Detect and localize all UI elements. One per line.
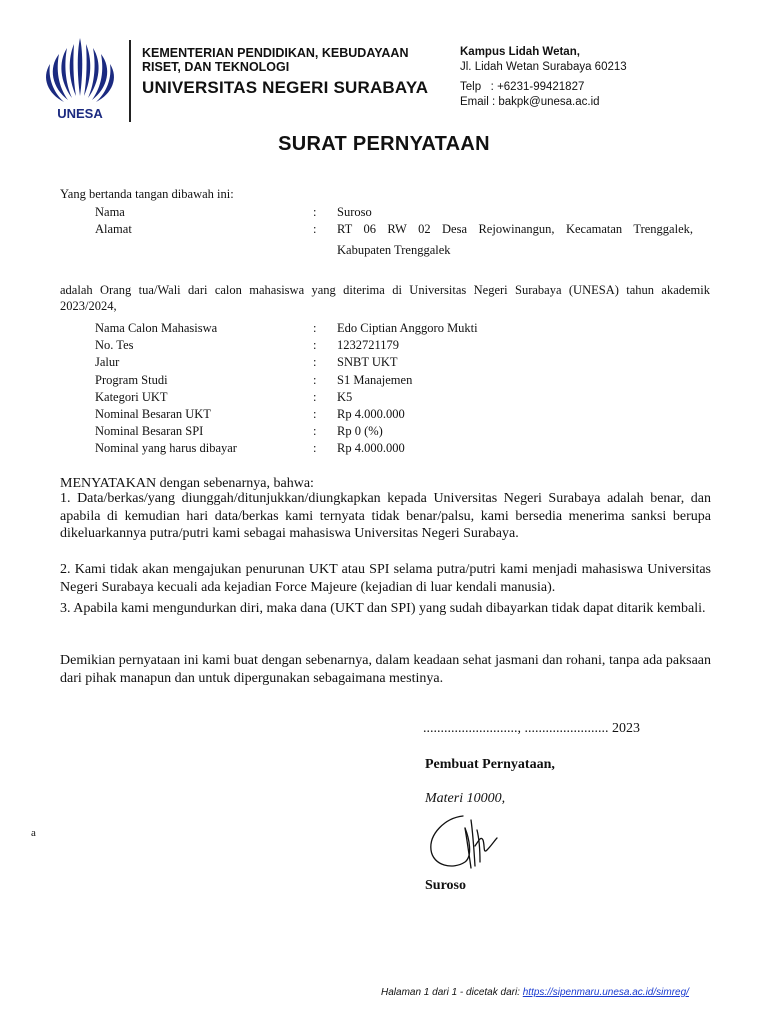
signature-icon <box>425 810 515 876</box>
campus-email: Email : bakpk@unesa.ac.id <box>460 96 600 108</box>
statement-intro: adalah Orang tua/Wali dari calon mahasiswa yang diterima di Universitas Negeri Surabaya (UNESA) tahun akademik 2023/2024, <box>60 283 710 313</box>
unesa-logo-icon <box>38 34 122 122</box>
colon: : <box>313 205 317 219</box>
student-field-label: Program Studi <box>95 372 168 387</box>
university-name: UNIVERSITAS NEGERI SURABAYA <box>142 78 429 97</box>
page-footer <box>381 987 689 998</box>
student-field-value: SNBT UKT <box>337 355 398 370</box>
closing-paragraph: Demikian pernyataan ini kami buat dengan sebenarnya, dalam keadaan sehat jasmani dan rohani, tanpa ada paksaan dari pihak manapun dan untuk dipergunakan sebagaimana mestinya. <box>60 653 711 686</box>
footer-text: Halaman 1 dari 1 - dicetak dari: <box>381 987 523 998</box>
footer-link[interactable]: https://sipenmaru.unesa.ac.id/simreg/ <box>522 987 689 998</box>
declare-heading: MENYATAKAN dengan sebenarnya, bahwa: <box>60 476 314 491</box>
colon: : <box>313 389 317 404</box>
student-field-label: No. Tes <box>95 338 134 353</box>
student-field-label: Nominal Besaran SPI <box>95 424 204 439</box>
student-field-label: Nominal yang harus dibayar <box>95 441 237 456</box>
signer-address-value: RT 06 RW 02 Desa Rejowinangun, Kecamatan Trenggalek, <box>337 222 693 236</box>
signer-name-value: Suroso <box>337 205 372 219</box>
student-field-value: Edo Ciptian Anggoro Mukti <box>337 321 478 335</box>
signer-address-label: Alamat <box>95 222 132 236</box>
student-field-label: Jalur <box>95 355 120 370</box>
point-2: 2. Kami tidak akan mengajukan penurunan UKT atau SPI selama putra/putri kami menjadi mahasiswa Universitas Negeri Surabaya kecuali ada kejadian Force Majeure (kejadian di luar kendali manusia). <box>60 562 711 595</box>
student-field-value: Rp 0 (%) <box>337 424 383 439</box>
student-field-value: K5 <box>337 389 353 404</box>
colon: : <box>313 407 317 421</box>
intro-text: Yang bertanda tangan dibawah ini: <box>60 187 234 201</box>
header-divider <box>129 40 131 122</box>
student-field-label: Kategori UKT <box>95 389 168 404</box>
unesa-logo <box>38 34 122 122</box>
student-field-value: Rp 4.000.000 <box>337 441 405 456</box>
campus-phone: Telp : +6231-99421827 <box>460 81 585 93</box>
logo-text: UNESA <box>57 106 103 121</box>
signer-address-value-2: Kabupaten Trenggalek <box>337 243 451 257</box>
colon: : <box>313 372 317 387</box>
colon: : <box>313 222 317 236</box>
colon: : <box>313 355 317 370</box>
colon: : <box>313 321 317 335</box>
signer-printed-name: Suroso <box>425 878 466 893</box>
document-title: SURAT PERNYATAAN <box>278 133 490 155</box>
signature <box>425 810 515 876</box>
colon: : <box>313 338 317 353</box>
campus-address: Jl. Lidah Wetan Surabaya 60213 <box>460 61 627 73</box>
maker-label: Pembuat Pernyataan, <box>425 757 555 772</box>
student-field-label: Nominal Besaran UKT <box>95 407 211 421</box>
colon: : <box>313 441 317 456</box>
student-field-value: Rp 4.000.000 <box>337 407 405 421</box>
place-date: ..........................., ........................ 2023 <box>423 721 640 736</box>
stamp-note: Materi 10000, <box>425 791 506 806</box>
student-field-value: 1232721179 <box>337 338 400 353</box>
point-3: 3. Apabila kami mengundurkan diri, maka dana (UKT dan SPI) yang sudah dibayarkan tidak dapat ditarik kembali. <box>60 601 706 616</box>
campus-name: Kampus Lidah Wetan, <box>460 46 580 58</box>
margin-mark: a <box>31 827 36 839</box>
point-1: 1. Data/berkas/yang diunggah/ditunjukkan/diungkapkan kepada Universitas Negeri Surabaya adalah benar, dan apabila di kemudian hari data/berkas kami ternyata tidak benar/palsu, kami bersedia menerima sanksi berupa dikeluarkannya putra/putri kami sebagai mahasiswa Universitas Negeri Surabaya. <box>60 491 711 541</box>
ministry-line-2: RISET, DAN TEKNOLOGI <box>142 60 290 74</box>
ministry-line-1: KEMENTERIAN PENDIDIKAN, KEBUDAYAAN <box>142 46 409 60</box>
student-field-label: Nama Calon Mahasiswa <box>95 321 218 335</box>
signer-name-label: Nama <box>95 205 125 219</box>
student-field-value: S1 Manajemen <box>337 372 413 387</box>
colon: : <box>313 424 317 439</box>
